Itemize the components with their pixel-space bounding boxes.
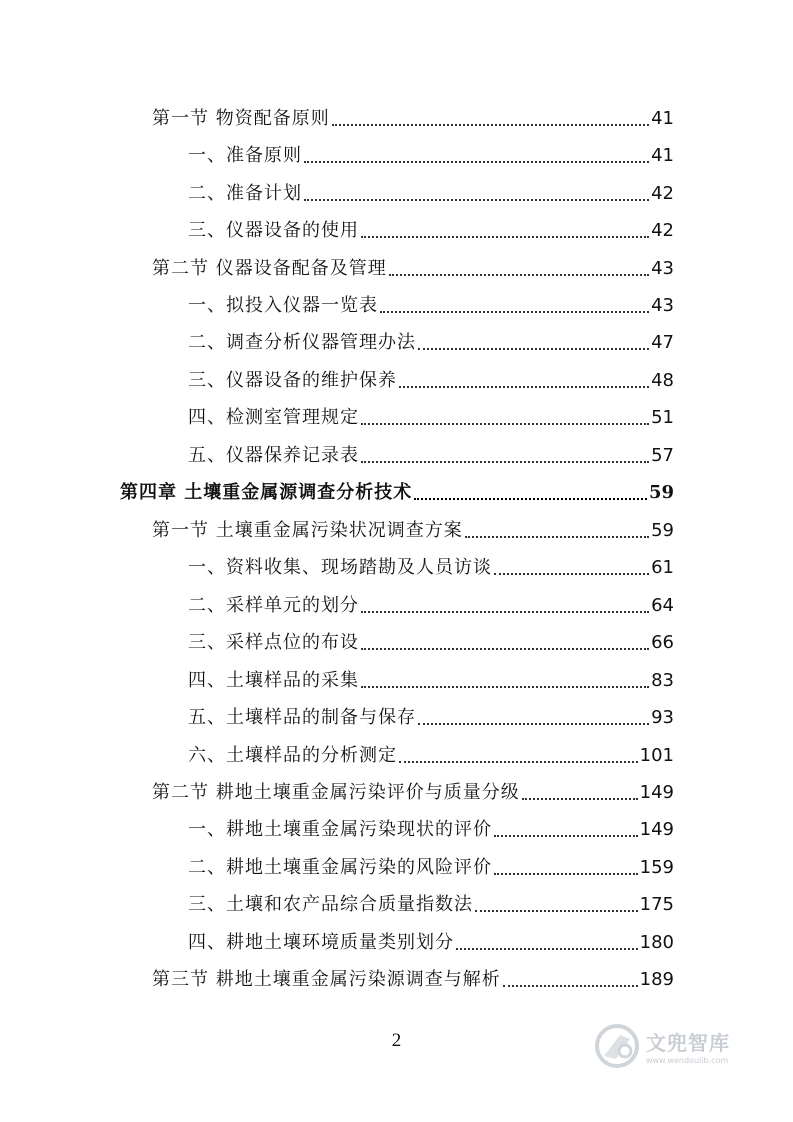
toc-entry-page: 43 (651, 258, 674, 279)
toc-entry[interactable] (188, 324, 674, 354)
toc-leader-dots (494, 573, 649, 575)
toc-entry-title: 三、土壤和农产品综合质量指数法 (188, 894, 473, 915)
toc-entry[interactable] (188, 175, 674, 205)
toc-leader-dots (399, 386, 649, 388)
toc-entry[interactable] (188, 886, 674, 916)
toc-leader-dots (494, 873, 638, 875)
toc-entry-title: 第四章 土壤重金属源调查分析技术 (120, 482, 413, 503)
toc-entry-page: 42 (651, 220, 674, 241)
toc-entry-page: 159 (639, 857, 674, 878)
toc-entry-title: 五、仪器保养记录表 (188, 445, 359, 466)
toc-entry-title: 二、准备计划 (188, 183, 302, 204)
toc-entry[interactable] (188, 587, 674, 617)
toc-entry-page: 149 (639, 819, 674, 840)
toc-entry-title: 第三节 耕地土壤重金属污染源调查与解析 (152, 969, 501, 990)
toc-leader-dots (304, 161, 649, 163)
toc-entry-page: 43 (651, 295, 674, 316)
toc-entry-title: 一、拟投入仪器一览表 (188, 295, 378, 316)
toc-leader-dots (418, 348, 649, 350)
toc-entry[interactable] (188, 212, 674, 242)
toc-entry[interactable] (152, 961, 674, 991)
watermark-url: www.wendoulib.com (646, 1056, 729, 1065)
toc-entry-page: 64 (651, 595, 674, 616)
toc-entry-title: 五、土壤样品的制备与保存 (188, 707, 416, 728)
toc-entry-title: 三、仪器设备的维护保养 (188, 370, 397, 391)
watermark (594, 1018, 764, 1074)
toc-entry-page: 149 (639, 782, 674, 803)
toc-entry-page: 180 (639, 932, 674, 953)
toc-entry-title: 二、采样单元的划分 (188, 595, 359, 616)
toc-entry-page: 42 (651, 183, 674, 204)
toc-entry-page: 57 (651, 445, 674, 466)
toc-leader-dots (361, 423, 649, 425)
toc-entry[interactable] (188, 624, 674, 654)
toc-entry-page: 51 (651, 407, 674, 428)
toc-entry-page: 93 (651, 707, 674, 728)
page-number: 2 (391, 1030, 402, 1051)
toc-leader-dots (304, 199, 649, 201)
toc-leader-dots (456, 948, 638, 950)
toc-entry[interactable] (188, 699, 674, 729)
toc-entry[interactable] (188, 549, 674, 579)
wendou-logo-icon (594, 1023, 640, 1069)
toc-entry-title: 四、检测室管理规定 (188, 407, 359, 428)
toc-entry[interactable] (188, 137, 674, 167)
toc-entry-title: 一、准备原则 (188, 145, 302, 166)
toc-leader-dots (361, 461, 649, 463)
toc-entry-title: 三、仪器设备的使用 (188, 220, 359, 241)
toc-entry-title: 第二节 仪器设备配备及管理 (152, 258, 387, 279)
toc-entry-page: 41 (651, 145, 674, 166)
toc-leader-dots (332, 124, 649, 126)
toc-leader-dots (414, 498, 647, 500)
toc-entry[interactable] (188, 362, 674, 392)
toc-entry-page: 47 (651, 332, 674, 353)
toc-entry-title: 四、土壤样品的采集 (188, 670, 359, 691)
toc-leader-dots (361, 686, 649, 688)
watermark-name: 文兜智库 (646, 1031, 730, 1055)
toc-entry[interactable] (188, 811, 674, 841)
toc-entry-title: 二、调查分析仪器管理办法 (188, 332, 416, 353)
toc-leader-dots (380, 311, 649, 313)
toc-leader-dots (522, 798, 638, 800)
toc-leader-dots (361, 611, 649, 613)
toc-entry[interactable] (152, 250, 674, 280)
toc-leader-dots (494, 835, 638, 837)
toc-leader-dots (475, 910, 638, 912)
toc-entry-title: 三、采样点位的布设 (188, 632, 359, 653)
toc-entry-page: 59 (651, 520, 674, 541)
toc-leader-dots (361, 236, 649, 238)
toc-entry-page: 59 (648, 482, 674, 503)
toc-entry-title: 第二节 耕地土壤重金属污染评价与质量分级 (152, 782, 520, 803)
toc-entry-title: 二、耕地土壤重金属污染的风险评价 (188, 857, 492, 878)
toc-leader-dots (465, 536, 649, 538)
toc-entry-title: 第一节 物资配备原则 (152, 108, 330, 129)
toc-entry-title: 一、耕地土壤重金属污染现状的评价 (188, 819, 492, 840)
toc-entry-title: 第一节 土壤重金属污染状况调查方案 (152, 520, 463, 541)
toc-entry-title: 四、耕地土壤环境质量类别划分 (188, 932, 454, 953)
toc-entry[interactable] (152, 774, 674, 804)
toc-entry-page: 61 (651, 557, 674, 578)
toc-chapter-entry[interactable] (120, 474, 674, 504)
toc-entry-title: 一、资料收集、现场踏勘及人员访谈 (188, 557, 492, 578)
toc-leader-dots (389, 274, 649, 276)
toc-entry-page: 48 (651, 370, 674, 391)
toc-entry[interactable] (188, 662, 674, 692)
toc-entry-page: 189 (639, 969, 674, 990)
toc-entry[interactable] (188, 849, 674, 879)
toc-entry[interactable] (188, 437, 674, 467)
toc-entry-page: 101 (639, 745, 674, 766)
toc-entry-title: 六、土壤样品的分析测定 (188, 745, 397, 766)
toc-entry-page: 175 (639, 894, 674, 915)
toc-entry[interactable] (188, 924, 674, 954)
toc-entry[interactable] (152, 100, 674, 130)
toc-entry[interactable] (188, 287, 674, 317)
toc-entry[interactable] (188, 399, 674, 429)
toc-leader-dots (418, 723, 649, 725)
toc-entry-page: 41 (651, 108, 674, 129)
toc-entry[interactable] (152, 512, 674, 542)
toc-leader-dots (399, 761, 638, 763)
toc-leader-dots (361, 648, 649, 650)
toc-leader-dots (503, 985, 638, 987)
toc-entry-page: 66 (651, 632, 674, 653)
toc-entry[interactable] (188, 737, 674, 767)
toc-entry-page: 83 (651, 670, 674, 691)
